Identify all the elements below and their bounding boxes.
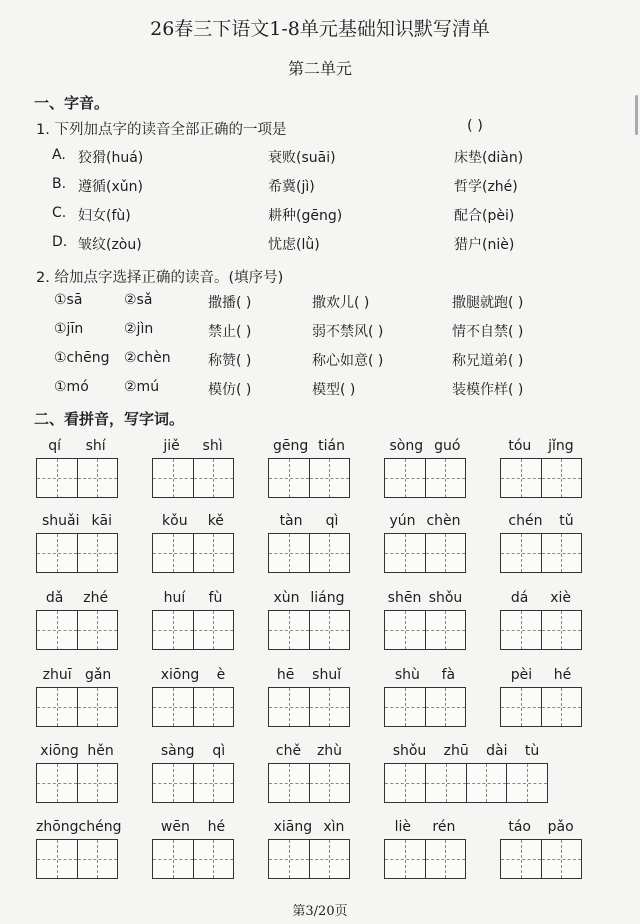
writing-cell[interactable]	[153, 534, 194, 572]
writing-grid[interactable]	[500, 610, 582, 650]
writing-grid[interactable]	[268, 610, 350, 650]
writing-grid[interactable]	[500, 458, 582, 498]
writing-cell[interactable]	[426, 764, 467, 802]
pinyin-syllable: xìn	[323, 819, 345, 835]
pinyin-syllable: xiōng	[40, 743, 79, 759]
pinyin-syllable: zhù	[316, 743, 343, 759]
writing-grid[interactable]	[36, 610, 118, 650]
writing-cell[interactable]	[385, 840, 426, 878]
writing-grid[interactable]	[268, 839, 350, 879]
writing-cell[interactable]	[426, 459, 466, 497]
reading-option-2: ②chèn	[124, 350, 171, 366]
writing-cell[interactable]	[37, 459, 78, 497]
pinyin-syllable: shǒu	[392, 743, 427, 759]
pinyin-label	[384, 743, 548, 759]
pinyin-label	[152, 743, 234, 759]
pinyin-label	[36, 667, 118, 683]
pinyin-label	[384, 513, 466, 529]
writing-cell[interactable]	[269, 611, 310, 649]
question-1-text: 1. 下列加点字的读音全部正确的一项是	[36, 122, 287, 138]
pinyin-syllable: qì	[212, 743, 226, 759]
writing-cell[interactable]	[269, 534, 310, 572]
writing-grid[interactable]	[152, 687, 234, 727]
writing-cell[interactable]	[385, 611, 426, 649]
pinyin-label	[36, 819, 122, 835]
pinyin-syllable: hé	[553, 667, 572, 683]
option-label: B.	[52, 176, 67, 192]
pinyin-syllable: è	[216, 667, 226, 683]
pinyin-syllable: fù	[208, 590, 223, 606]
pinyin-label	[152, 819, 234, 835]
writing-grid[interactable]	[36, 763, 118, 803]
writing-cell[interactable]	[542, 840, 582, 878]
writing-grid[interactable]	[500, 533, 582, 573]
writing-grid[interactable]	[152, 839, 234, 879]
word-with-blank: 情不自禁( )	[452, 324, 524, 340]
writing-grid[interactable]	[500, 687, 582, 727]
reading-option-1: ①sā	[54, 292, 83, 308]
writing-cell[interactable]	[194, 840, 234, 878]
pinyin-syllable: qí	[48, 438, 62, 454]
question-2-text: 2. 给加点字选择正确的读音。(填序号)	[36, 270, 284, 286]
pinyin-syllable: xiāng	[273, 819, 313, 835]
writing-grid[interactable]	[36, 839, 118, 879]
writing-grid[interactable]	[152, 458, 234, 498]
writing-cell[interactable]	[269, 764, 310, 802]
writing-cell[interactable]	[501, 688, 542, 726]
option-item: 遵循(xǔn)	[78, 179, 143, 195]
pinyin-syllable: zhōngchéng	[36, 819, 122, 835]
pinyin-syllable: liè	[394, 819, 412, 835]
pinyin-syllable: shǒu	[428, 590, 463, 606]
pinyin-syllable: pèi	[510, 667, 533, 683]
pinyin-syllable: zhū	[443, 743, 469, 759]
writing-grid[interactable]	[384, 687, 466, 727]
pinyin-syllable: shuǎi	[41, 513, 80, 529]
pinyin-syllable: shì	[202, 438, 223, 454]
pinyin-label	[384, 667, 466, 683]
writing-cell[interactable]	[153, 840, 194, 878]
writing-cell[interactable]	[194, 611, 234, 649]
writing-grid[interactable]	[384, 763, 548, 803]
writing-cell[interactable]	[78, 459, 118, 497]
writing-cell[interactable]	[310, 611, 350, 649]
writing-grid[interactable]	[152, 610, 234, 650]
pinyin-label	[268, 438, 350, 454]
pinyin-label	[36, 438, 118, 454]
writing-cell[interactable]	[37, 688, 78, 726]
writing-cell[interactable]	[385, 688, 426, 726]
option-item: 配合(pèi)	[454, 208, 515, 224]
word-with-blank: 禁止( )	[208, 324, 252, 340]
pinyin-label	[152, 667, 234, 683]
pinyin-syllable: dá	[510, 590, 529, 606]
word-with-blank: 装模作样( )	[452, 382, 524, 398]
writing-grid[interactable]	[152, 533, 234, 573]
pinyin-syllable: liáng	[310, 590, 345, 606]
reading-option-2: ②jìn	[124, 321, 154, 337]
pinyin-syllable: shí	[85, 438, 106, 454]
pinyin-syllable: hé	[207, 819, 226, 835]
pinyin-syllable: shuǐ	[312, 667, 342, 683]
writing-cell[interactable]	[78, 688, 118, 726]
pinyin-label	[384, 819, 466, 835]
writing-grid[interactable]	[384, 533, 466, 573]
writing-cell[interactable]	[194, 764, 234, 802]
writing-cell[interactable]	[426, 534, 466, 572]
writing-cell[interactable]	[426, 611, 466, 649]
pinyin-syllable: qì	[325, 513, 339, 529]
option-item: 耕种(gēng)	[268, 208, 343, 224]
word-with-blank: 撒欢儿( )	[312, 295, 370, 311]
writing-cell[interactable]	[153, 688, 194, 726]
writing-cell[interactable]	[542, 459, 582, 497]
pinyin-label	[268, 590, 350, 606]
page-title: 26春三下语文1-8单元基础知识默写清单	[150, 18, 490, 40]
option-item: 猎户(niè)	[454, 237, 515, 253]
writing-cell[interactable]	[467, 764, 508, 802]
pinyin-syllable: wēn	[160, 819, 190, 835]
writing-cell[interactable]	[501, 840, 542, 878]
pinyin-syllable: chě	[275, 743, 302, 759]
pinyin-syllable: yún	[389, 513, 416, 529]
writing-grid[interactable]	[268, 533, 350, 573]
writing-grid[interactable]	[268, 763, 350, 803]
pinyin-syllable: rén	[432, 819, 456, 835]
writing-cell[interactable]	[269, 459, 310, 497]
word-with-blank: 称兄道弟( )	[452, 353, 524, 369]
pinyin-label	[268, 819, 350, 835]
pinyin-syllable: gēng	[272, 438, 309, 454]
option-item: 哲学(zhé)	[454, 179, 518, 195]
writing-cell[interactable]	[37, 611, 78, 649]
pinyin-label	[500, 819, 582, 835]
writing-grid[interactable]	[36, 687, 118, 727]
pinyin-syllable: táo	[508, 819, 531, 835]
pinyin-label	[268, 743, 350, 759]
word-with-blank: 撒播( )	[208, 295, 252, 311]
section-1-heading: 一、字音。	[34, 94, 110, 112]
pinyin-syllable: kǒu	[162, 513, 188, 529]
option-item: 床垫(diàn)	[454, 150, 524, 166]
word-with-blank: 撒腿就跑( )	[452, 295, 524, 311]
option-label: C.	[52, 205, 67, 221]
pinyin-label	[36, 513, 118, 529]
option-item: 狡猾(huá)	[78, 150, 144, 166]
reading-option-1: ①mó	[54, 379, 89, 395]
reading-option-2: ②mú	[124, 379, 160, 395]
unit-subtitle: 第二单元	[287, 59, 352, 78]
writing-cell[interactable]	[37, 840, 78, 878]
pinyin-syllable: fà	[441, 667, 456, 683]
word-with-blank: 弱不禁风( )	[312, 324, 384, 340]
writing-grid[interactable]	[384, 610, 466, 650]
word-with-blank: 模型( )	[312, 382, 356, 398]
writing-grid[interactable]	[152, 763, 234, 803]
writing-grid[interactable]	[36, 458, 118, 498]
pinyin-syllable: chèn	[426, 513, 461, 529]
pinyin-syllable: xiè	[550, 590, 572, 606]
pinyin-label	[36, 590, 118, 606]
pinyin-syllable: kāi	[91, 513, 113, 529]
option-item: 皱纹(zòu)	[78, 237, 142, 253]
pinyin-label	[268, 667, 350, 683]
pinyin-label	[500, 590, 582, 606]
pinyin-syllable: shēn	[387, 590, 422, 606]
writing-cell[interactable]	[194, 688, 234, 726]
writing-grid[interactable]	[384, 839, 466, 879]
reading-option-1: ①chēng	[54, 350, 110, 366]
pinyin-syllable: guó	[434, 438, 461, 454]
writing-cell[interactable]	[542, 534, 582, 572]
option-label: D.	[52, 234, 68, 250]
pinyin-syllable: tóu	[508, 438, 532, 454]
pinyin-label	[152, 590, 234, 606]
writing-grid[interactable]	[384, 458, 466, 498]
pinyin-label	[384, 590, 466, 606]
writing-cell[interactable]	[194, 534, 234, 572]
writing-cell[interactable]	[501, 459, 542, 497]
word-with-blank: 称赞( )	[208, 353, 252, 369]
writing-cell[interactable]	[153, 764, 194, 802]
word-with-blank: 模仿( )	[208, 382, 252, 398]
pinyin-syllable: sòng	[389, 438, 424, 454]
pinyin-label	[500, 438, 582, 454]
pinyin-syllable: chén	[508, 513, 543, 529]
writing-cell[interactable]	[37, 764, 78, 802]
pinyin-syllable: tàn	[279, 513, 303, 529]
pinyin-label	[268, 513, 350, 529]
pinyin-label	[152, 438, 234, 454]
writing-cell[interactable]	[542, 611, 582, 649]
writing-cell[interactable]	[310, 688, 350, 726]
option-item: 妇女(fù)	[78, 208, 131, 224]
pinyin-syllable: gǎn	[84, 667, 112, 683]
pinyin-label	[500, 513, 582, 529]
pinyin-syllable: kě	[207, 513, 224, 529]
option-item: 希冀(jì)	[268, 179, 315, 195]
pinyin-syllable: xiōng	[160, 667, 200, 683]
pinyin-label	[36, 743, 118, 759]
writing-cell[interactable]	[78, 840, 118, 878]
pinyin-label	[384, 438, 466, 454]
writing-cell[interactable]	[542, 688, 582, 726]
pinyin-syllable: shù	[394, 667, 420, 683]
writing-cell[interactable]	[78, 764, 118, 802]
pinyin-syllable: zhuī	[42, 667, 72, 683]
writing-cell[interactable]	[501, 534, 542, 572]
writing-cell[interactable]	[426, 840, 466, 878]
pinyin-syllable: jǐng	[548, 438, 574, 454]
writing-cell[interactable]	[385, 459, 426, 497]
option-label: A.	[52, 147, 66, 163]
writing-grid[interactable]	[268, 687, 350, 727]
writing-cell[interactable]	[507, 764, 547, 802]
writing-cell[interactable]	[310, 764, 350, 802]
writing-cell[interactable]	[153, 459, 194, 497]
pinyin-label	[152, 513, 234, 529]
pinyin-syllable: jiě	[163, 438, 180, 454]
option-item: 忧虑(lǜ)	[268, 237, 320, 253]
pinyin-syllable: zhé	[83, 590, 109, 606]
writing-cell[interactable]	[153, 611, 194, 649]
word-with-blank: 称心如意( )	[312, 353, 384, 369]
pinyin-syllable: tù	[524, 743, 540, 759]
option-item: 衰败(suāi)	[268, 150, 336, 166]
question-1-answer-bracket: ( )	[467, 118, 483, 134]
writing-cell[interactable]	[385, 764, 426, 802]
writing-cell[interactable]	[310, 459, 350, 497]
pinyin-syllable: huí	[163, 590, 186, 606]
pinyin-syllable: sàng	[160, 743, 195, 759]
pinyin-syllable: hē	[276, 667, 295, 683]
reading-option-1: ①jīn	[54, 321, 84, 337]
writing-cell[interactable]	[310, 534, 350, 572]
section-2-heading: 二、看拼音，写字词。	[34, 410, 185, 428]
writing-cell[interactable]	[385, 534, 426, 572]
pinyin-syllable: xùn	[273, 590, 300, 606]
writing-grid[interactable]	[500, 839, 582, 879]
writing-grid[interactable]	[36, 533, 118, 573]
writing-cell[interactable]	[501, 611, 542, 649]
pinyin-syllable: hěn	[87, 743, 114, 759]
writing-cell[interactable]	[310, 840, 350, 878]
writing-cell[interactable]	[269, 688, 310, 726]
page-number: 第3/20页	[292, 904, 348, 919]
pinyin-syllable: pǎo	[547, 819, 574, 835]
writing-cell[interactable]	[37, 534, 78, 572]
writing-cell[interactable]	[194, 459, 234, 497]
pinyin-syllable: tián	[318, 438, 346, 454]
pinyin-syllable: dǎ	[45, 590, 64, 606]
writing-grid[interactable]	[268, 458, 350, 498]
scrollbar[interactable]	[635, 95, 638, 135]
writing-cell[interactable]	[426, 688, 466, 726]
reading-option-2: ②sǎ	[124, 292, 153, 308]
writing-cell[interactable]	[78, 611, 118, 649]
writing-cell[interactable]	[78, 534, 118, 572]
pinyin-syllable: dài	[486, 743, 508, 759]
pinyin-label	[500, 667, 582, 683]
writing-cell[interactable]	[269, 840, 310, 878]
pinyin-syllable: tǔ	[559, 513, 574, 529]
